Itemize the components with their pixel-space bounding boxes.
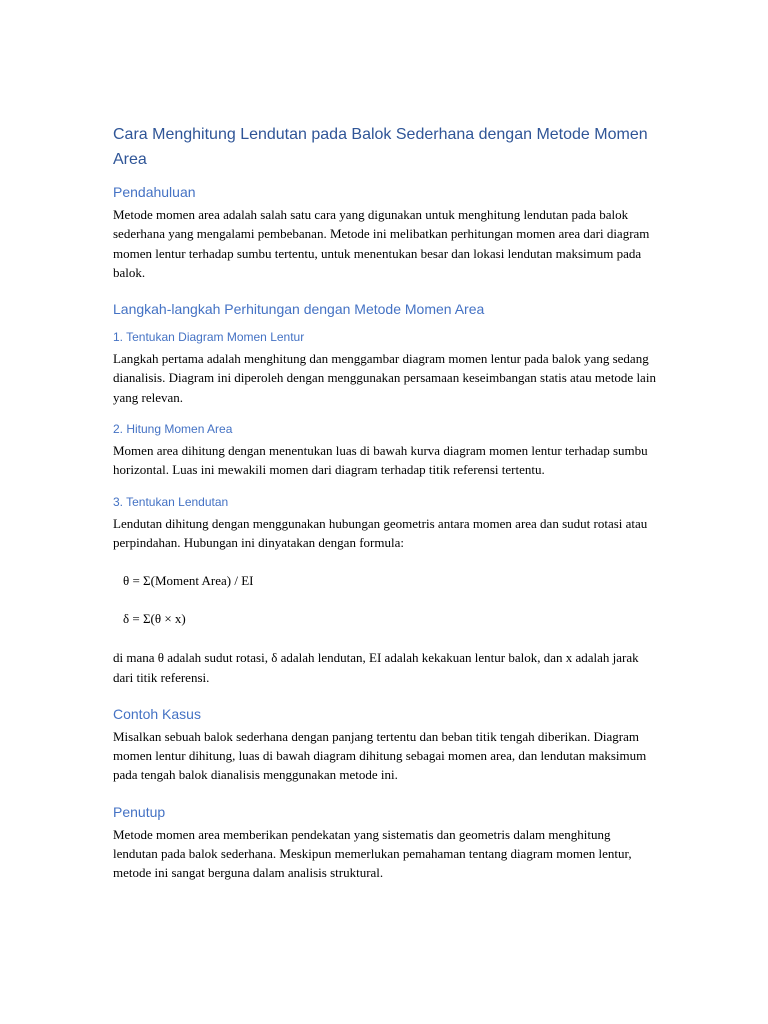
paragraph-pendahuluan: Metode momen area adalah salah satu cara yang digunakan untuk menghitung lendutan pada balok sederhana yang mengalami pembebanan. Metode ini melibatkan perhitungan momen area dari diagram momen lentur terhadap sumbu tertentu, untuk menentukan besar dan lokasi lendutan maksimum pada balok. <box>113 207 650 280</box>
subheading-step-1: 1. Tentukan Diagram Momen Lentur <box>113 330 305 345</box>
formula-theta: θ = Σ(Moment Area) / EI <box>123 573 254 589</box>
paragraph-step-2: Momen area dihitung dengan menentukan luas di bawah kurva diagram momen lentur terhadap sumbu horizontal. Luas ini mewakili momen dari diagram terhadap titik referensi tertentu. <box>113 443 648 478</box>
paragraph-penutup: Metode momen area memberikan pendekatan yang sistematis dan geometris dalam menghitung lendutan pada balok sederhana. Meskipun memerlukan pemahaman tentang diagram momen lentur, metode ini sangat berguna dalam analisis struktural. <box>113 826 632 881</box>
formula-delta: δ = Σ(θ × x) <box>123 611 186 627</box>
document-page <box>113 122 658 883</box>
heading-langkah: Langkah-langkah Perhitungan dengan Metode Momen Area <box>113 301 485 318</box>
paragraph-contoh-kasus: Misalkan sebuah balok sederhana dengan panjang tertentu dan beban titik tengah diberikan. Diagram momen lentur dihitung, luas di bawah diagram dihitung sebagai momen area, dan lendutan maksimum pada tengah balok dianalisis menggunakan metode ini. <box>113 728 647 783</box>
paragraph-step-1: Langkah pertama adalah menghitung dan menggambar diagram momen lentur pada balok yang sedang dianalisis. Diagram ini diperoleh dengan menggunakan persamaan keseimbangan statis atau metode lain yang relevan. <box>113 351 656 405</box>
heading-pendahuluan: Pendahuluan <box>113 184 196 200</box>
paragraph-formula-explanation: di mana θ adalah sudut rotasi, δ adalah lendutan, EI adalah kekakuan lentur balok, dan x adalah jarak dari titik referensi. <box>113 650 639 685</box>
subheading-step-2: 2. Hitung Momen Area <box>113 422 233 437</box>
heading-contoh-kasus: Contoh Kasus <box>113 705 201 722</box>
heading-penutup: Penutup <box>113 803 166 820</box>
document-title: Cara Menghitung Lendutan pada Balok Sederhana dengan Metode Momen Area <box>113 126 648 168</box>
subheading-step-3: 3. Tentukan Lendutan <box>113 494 229 509</box>
paragraph-step-3: Lendutan dihitung dengan menggunakan hubungan geometris antara momen area dan sudut rotasi atau perpindahan. Hubungan ini dinyatakan dengan formula: <box>113 515 648 550</box>
